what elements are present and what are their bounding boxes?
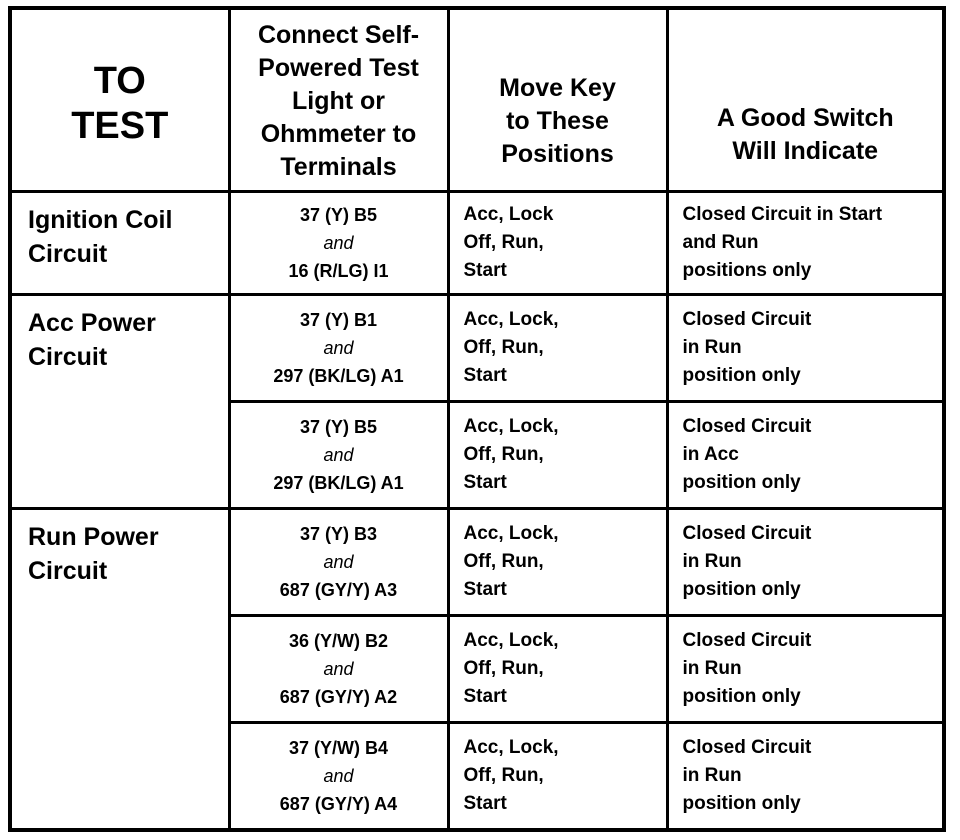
header-good-switch-lines	[669, 32, 943, 168]
position-line: Start	[463, 792, 507, 814]
position-line: Off, Run,	[463, 658, 544, 679]
indication-line: Closed Circuit	[682, 523, 812, 544]
position-line: Acc, Lock,	[463, 309, 559, 330]
terminal-a: 37 (Y) B3	[299, 524, 378, 544]
key-positions-cell	[448, 723, 667, 830]
test-name-line: Circuit	[28, 557, 108, 585]
indication-line: and Run	[682, 232, 759, 253]
header-line: Ohmmeter to	[260, 119, 417, 148]
position-line: Acc, Lock,	[463, 630, 559, 651]
position-line: Acc, Lock,	[463, 736, 559, 758]
terminal-a: 37 (Y/W) B4	[288, 737, 389, 758]
position-line: Start	[463, 472, 507, 493]
terminal-b: 687 (GY/Y) A2	[279, 687, 398, 707]
position-line: Start	[463, 579, 507, 600]
header-to-test-lines	[12, 51, 228, 149]
and-word: and	[323, 338, 354, 358]
indication-cell	[667, 402, 944, 509]
indication-line: in Run	[682, 764, 742, 786]
indication-line: in Acc	[682, 444, 739, 465]
header-to-test	[10, 8, 229, 192]
table-row	[10, 295, 944, 402]
and-word: and	[323, 233, 354, 253]
position-line: Off, Run,	[463, 551, 544, 572]
test-name-cell	[10, 509, 229, 830]
key-positions-cell	[448, 295, 667, 402]
header-line: Will Indicate	[732, 137, 879, 165]
test-name-line: Run Power	[28, 523, 159, 551]
header-line: Powered Test	[258, 53, 419, 82]
key-positions-cell	[448, 192, 667, 295]
terminal-b: 687 (GY/Y) A4	[279, 793, 398, 814]
header-line: Connect Self-	[257, 20, 420, 49]
header-connect-lines	[231, 17, 447, 184]
terminals-cell	[229, 723, 448, 830]
indication-line: positions only	[682, 260, 812, 281]
position-line: Off, Run,	[463, 337, 544, 358]
table-row	[10, 192, 944, 295]
header-line: TO	[93, 60, 146, 102]
indication-cell	[667, 295, 944, 402]
header-connect-terminals	[229, 8, 448, 192]
position-line: Off, Run,	[463, 764, 544, 786]
position-line: Start	[463, 686, 507, 707]
position-line: Acc, Lock	[463, 204, 554, 225]
indication-line: position only	[682, 792, 801, 814]
test-name-cell	[10, 192, 229, 295]
test-name-line: Acc Power	[28, 309, 156, 337]
indication-line: Closed Circuit	[682, 309, 812, 330]
header-line: TEST	[71, 105, 169, 147]
terminal-b: 297 (BK/LG) A1	[273, 473, 404, 493]
test-name-cell	[10, 295, 229, 509]
indication-line: Closed Circuit in Start	[682, 204, 883, 225]
header-move-key-lines	[450, 30, 666, 171]
terminal-a: 36 (Y/W) B2	[288, 631, 389, 651]
indication-line: position only	[682, 686, 801, 707]
and-word: and	[323, 552, 354, 572]
header-line: to These	[506, 106, 609, 135]
table-row	[10, 509, 944, 616]
key-positions-cell	[448, 402, 667, 509]
indication-line: position only	[682, 365, 801, 386]
terminals-cell	[229, 192, 448, 295]
and-word: and	[323, 445, 354, 465]
terminals-cell	[229, 616, 448, 723]
position-line: Off, Run,	[463, 232, 544, 253]
position-line: Off, Run,	[463, 444, 544, 465]
test-name-line: Ignition Coil	[28, 206, 173, 234]
header-move-key	[448, 8, 667, 192]
header-good-switch	[667, 8, 944, 192]
indication-cell	[667, 723, 944, 830]
indication-line: Closed Circuit	[682, 736, 812, 758]
key-positions-cell	[448, 616, 667, 723]
position-line: Start	[463, 260, 507, 281]
indication-line: Closed Circuit	[682, 630, 812, 651]
header-line: Light or	[291, 86, 386, 115]
indication-line: in Run	[682, 658, 742, 679]
position-line: Acc, Lock,	[463, 416, 559, 437]
header-row	[10, 8, 944, 192]
ignition-switch-test-table	[8, 6, 946, 832]
terminals-cell	[229, 295, 448, 402]
indication-line: position only	[682, 472, 801, 493]
indication-line: Closed Circuit	[682, 416, 812, 437]
test-name-line: Circuit	[28, 240, 108, 268]
terminal-b: 687 (GY/Y) A3	[279, 580, 398, 600]
terminal-a: 37 (Y) B1	[299, 310, 378, 330]
position-line: Acc, Lock,	[463, 523, 559, 544]
terminal-a: 37 (Y) B5	[299, 205, 378, 225]
header-line: Terminals	[280, 152, 397, 181]
and-word: and	[323, 765, 354, 786]
terminal-b: 297 (BK/LG) A1	[273, 366, 404, 386]
terminal-a: 37 (Y) B5	[299, 417, 378, 437]
terminals-cell	[229, 402, 448, 509]
header-line: A Good Switch	[716, 104, 894, 132]
test-name-line: Circuit	[28, 343, 108, 371]
indication-cell	[667, 192, 944, 295]
indication-line: in Run	[682, 337, 742, 358]
indication-line: position only	[682, 579, 801, 600]
position-line: Start	[463, 365, 507, 386]
key-positions-cell	[448, 509, 667, 616]
terminal-b: 16 (R/LG) I1	[288, 261, 389, 281]
header-line: Move Key	[499, 73, 616, 102]
indication-cell	[667, 616, 944, 723]
indication-cell	[667, 509, 944, 616]
header-line: Positions	[501, 139, 614, 168]
and-word: and	[323, 659, 354, 679]
indication-line: in Run	[682, 551, 742, 572]
terminals-cell	[229, 509, 448, 616]
